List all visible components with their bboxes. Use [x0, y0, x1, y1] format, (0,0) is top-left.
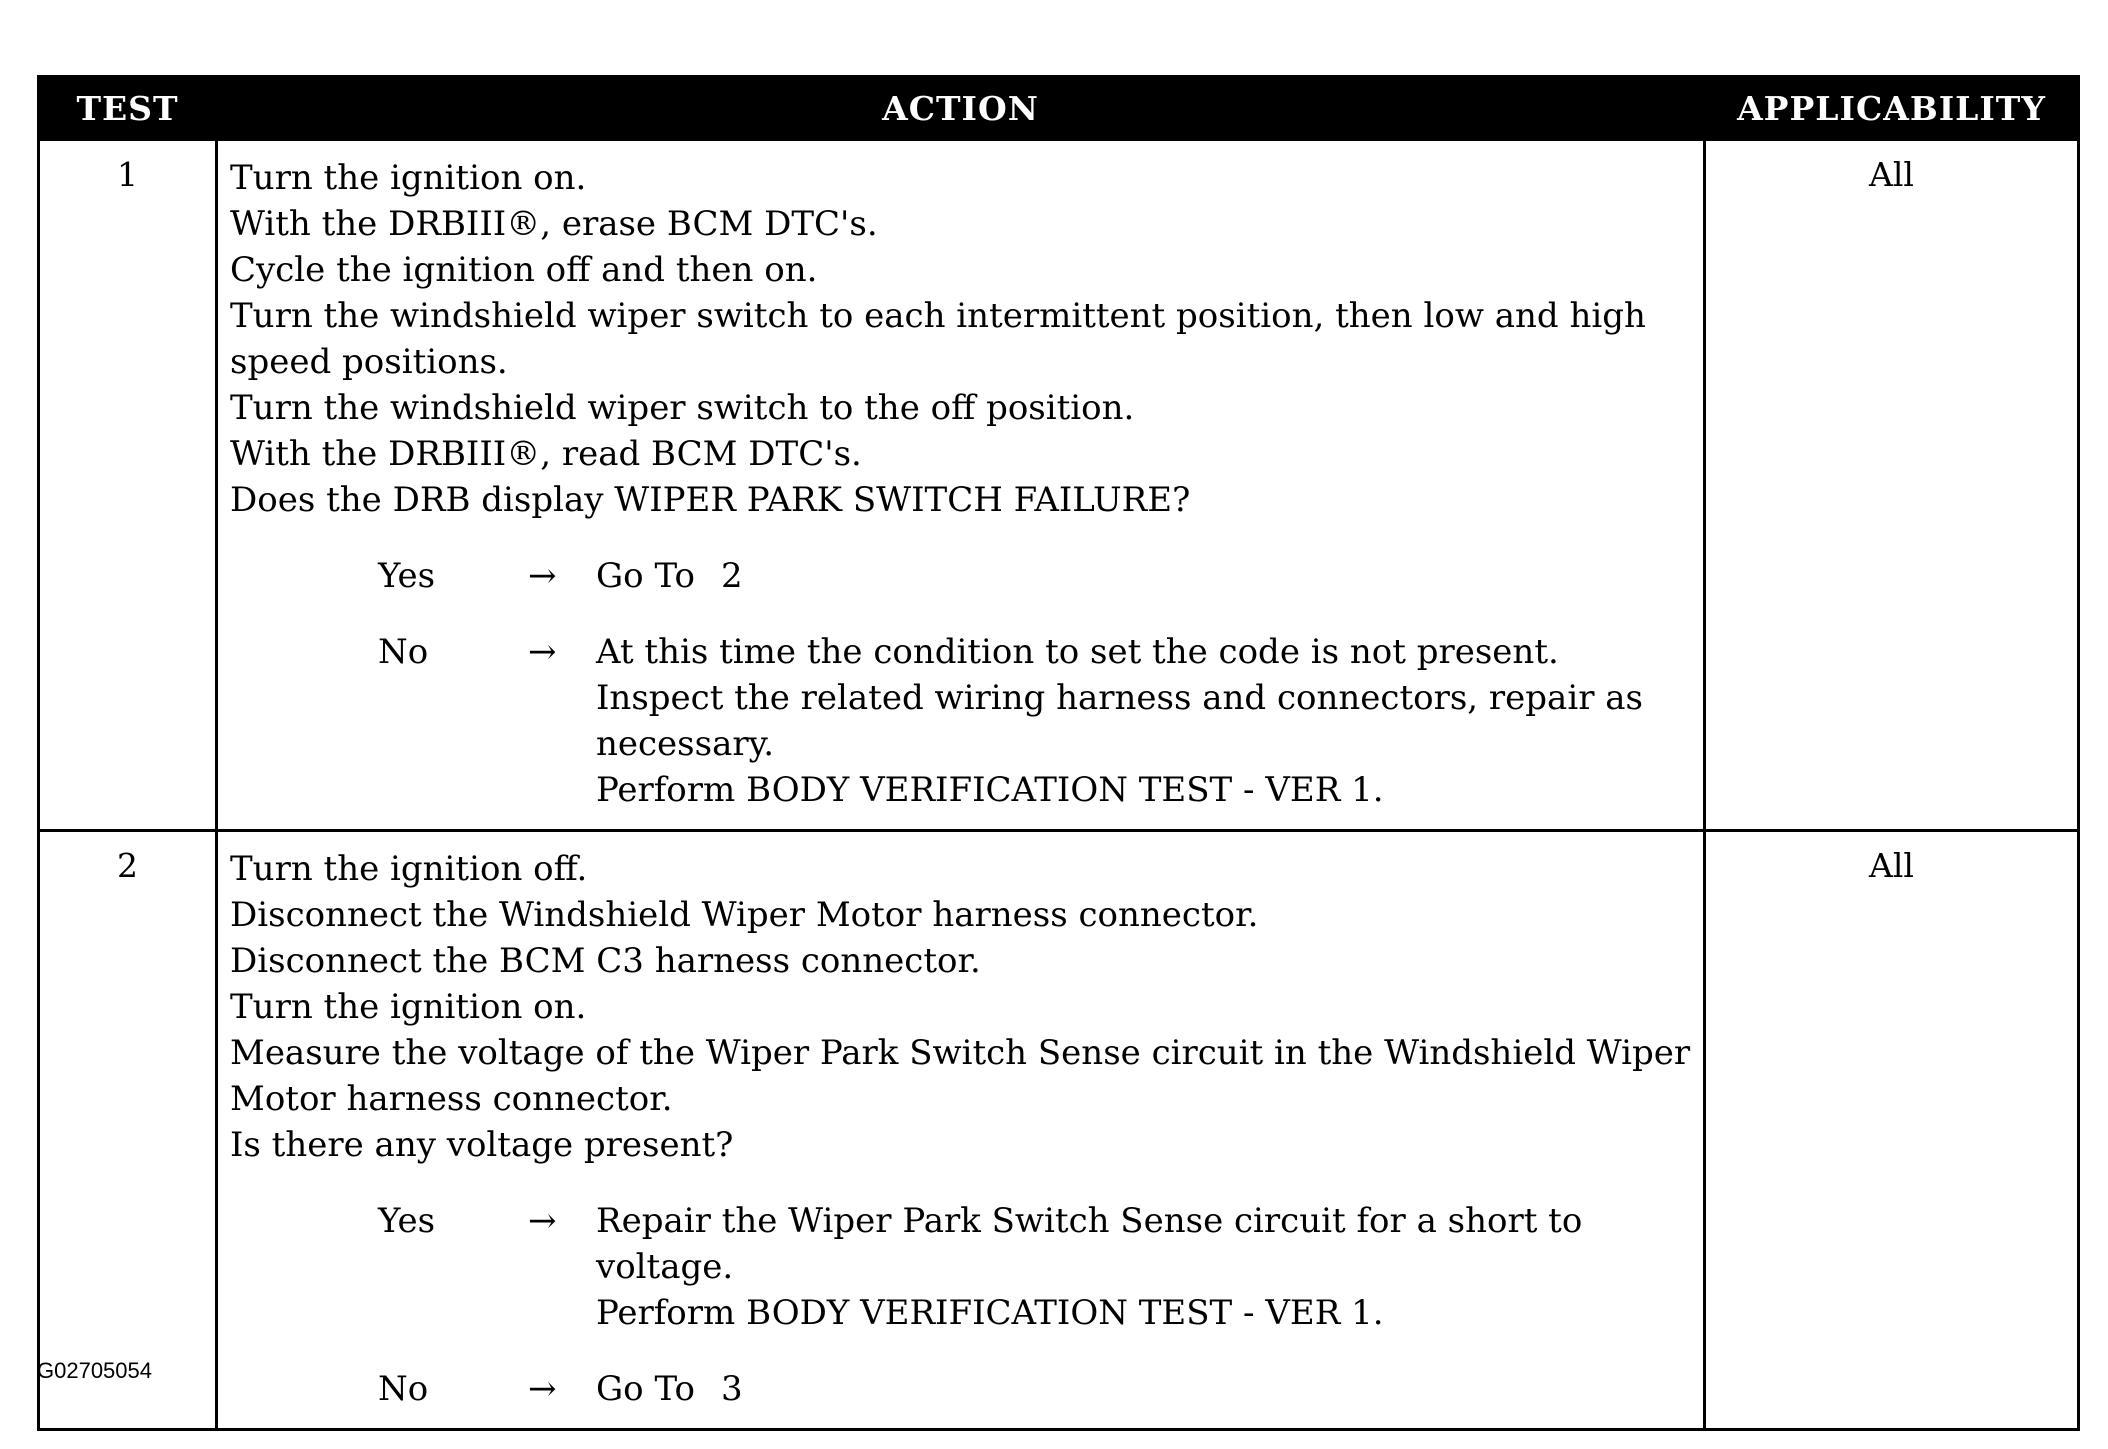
outcome-text-main: Repair the Wiper Park Switch Sense circuit for a short to voltage. [596, 1201, 1583, 1287]
arrow-icon: → [528, 1369, 557, 1409]
answer-label: Yes [378, 1201, 436, 1241]
table-row [39, 140, 2079, 831]
test-number: 1 [39, 140, 217, 831]
outcome-goto [596, 553, 1695, 599]
goto-label: Go To [596, 1369, 695, 1409]
action-step: Does the DRB display WIPER PARK SWITCH FAILURE? [230, 480, 1191, 520]
answer-label: Yes [378, 556, 436, 596]
outcomes [230, 553, 1695, 813]
outcome-no [378, 629, 1695, 813]
action-cell [217, 831, 1705, 1430]
outcome-text [596, 629, 1695, 813]
applicability-value: All [1705, 831, 2079, 1430]
outcome-yes [378, 1198, 1695, 1336]
outcome-goto [596, 1366, 1695, 1412]
action-step: Turn the windshield wiper switch to the off position. [230, 388, 1135, 428]
outcome-yes [378, 553, 1695, 599]
table-row [39, 831, 2079, 1430]
action-step: With the DRBIII®, read BCM DTC's. [230, 434, 862, 474]
answer-label: No [378, 1369, 429, 1409]
outcome-text [596, 1198, 1695, 1336]
action-cell [217, 140, 1705, 831]
goto-number: 2 [720, 556, 743, 596]
header-row [39, 77, 2079, 140]
arrow-icon: → [528, 632, 557, 672]
action-step: Turn the ignition on. [230, 987, 587, 1027]
goto-number: 3 [720, 1369, 743, 1409]
action-step: Disconnect the Windshield Wiper Motor harness connector. [230, 895, 1259, 935]
goto-label: Go To [596, 556, 695, 596]
action-step: Disconnect the BCM C3 harness connector. [230, 941, 981, 981]
test-number: 2 [39, 831, 217, 1430]
answer-label: No [378, 632, 429, 672]
outcome-text-perform: Perform BODY VERIFICATION TEST - VER 1. [596, 1293, 1384, 1333]
arrow-icon: → [528, 556, 557, 596]
action-step: Measure the voltage of the Wiper Park Switch Sense circuit in the Windshield Wiper Motor harness connector. [230, 1033, 1691, 1119]
applicability-value: All [1705, 140, 2079, 831]
action-step: With the DRBIII®, erase BCM DTC's. [230, 204, 878, 244]
header-test: TEST [39, 77, 217, 140]
action-step: Cycle the ignition off and then on. [230, 250, 818, 290]
arrow-icon: → [528, 1201, 557, 1241]
outcome-text-main: At this time the condition to set the code is not present. Inspect the related wiring harness and connectors, repair as necessary. [596, 632, 1643, 764]
figure-id-label: G02705054 [37, 1358, 152, 1383]
header-applicability: APPLICABILITY [1705, 77, 2079, 140]
header-action: ACTION [217, 77, 1705, 140]
outcome-no [378, 1366, 1695, 1412]
outcome-text-perform: Perform BODY VERIFICATION TEST - VER 1. [596, 770, 1384, 810]
action-step: Is there any voltage present? [230, 1125, 734, 1165]
action-step: Turn the ignition off. [230, 849, 588, 889]
action-step: Turn the windshield wiper switch to each intermittent position, then low and high speed positions. [230, 296, 1646, 382]
diagnostic-test-table [37, 75, 2080, 1431]
outcomes [230, 1198, 1695, 1412]
action-step: Turn the ignition on. [230, 158, 587, 198]
